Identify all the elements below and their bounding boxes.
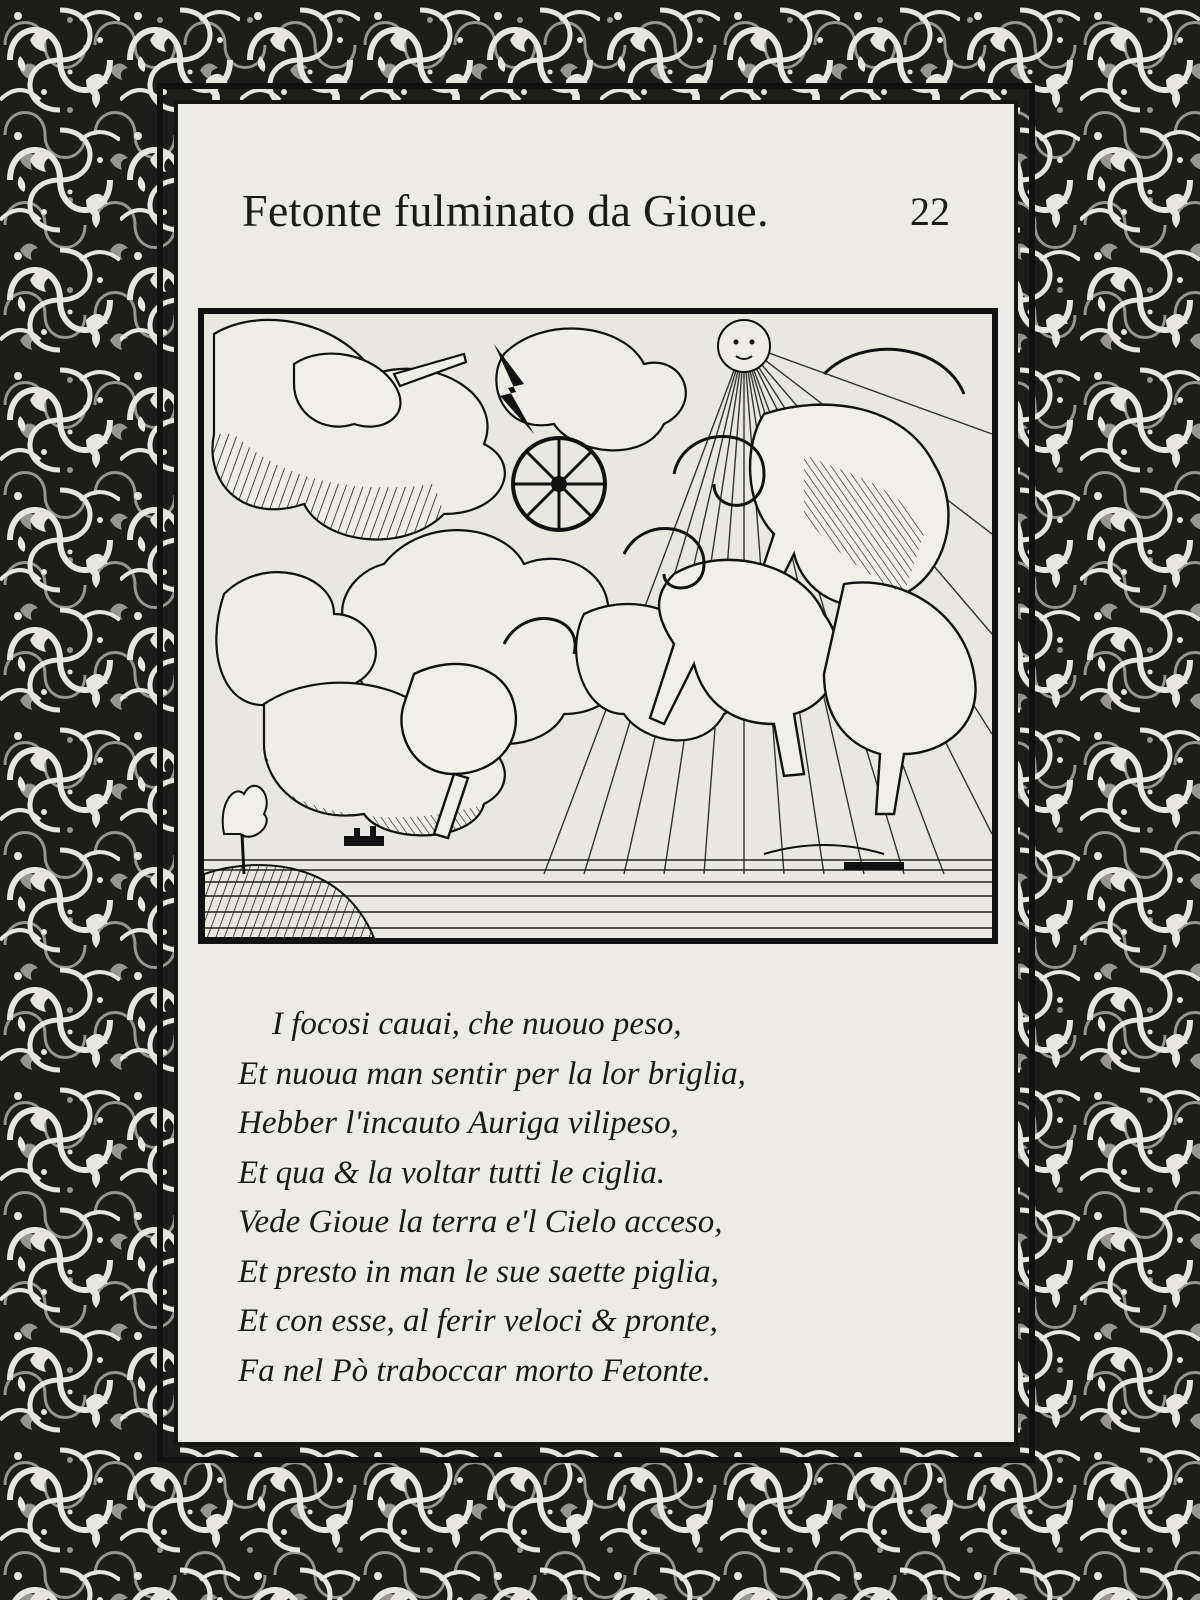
- verse-line: Hebber l'incauto Auriga vilipeso,: [238, 1105, 679, 1141]
- verse-line: Et con esse, al ferir veloci & pronte,: [238, 1303, 718, 1339]
- phaeton-fall-woodcut-icon: [204, 314, 992, 938]
- running-head: Fetonte fulminato da Gioue.: [242, 185, 769, 236]
- verse-line: Et presto in man le sue saette piglia,: [238, 1253, 719, 1290]
- verse-stanza: [238, 1000, 978, 1396]
- verse-line: I focosi cauai, che nuouo peso,: [272, 1006, 682, 1042]
- page-number: 22: [910, 189, 950, 234]
- verse-line: Et qua & la voltar tutti le ciglia.: [238, 1154, 666, 1191]
- verse-line: Et nuoua man sentir per la lor briglia,: [238, 1055, 746, 1092]
- text-panel: [174, 100, 1018, 1446]
- woodcut-illustration: [198, 308, 998, 944]
- verse-line: Vede Gioue la terra e'l Cielo acceso,: [238, 1204, 723, 1240]
- verse-line: Fa nel Pò traboccar morto Fetonte.: [238, 1352, 711, 1389]
